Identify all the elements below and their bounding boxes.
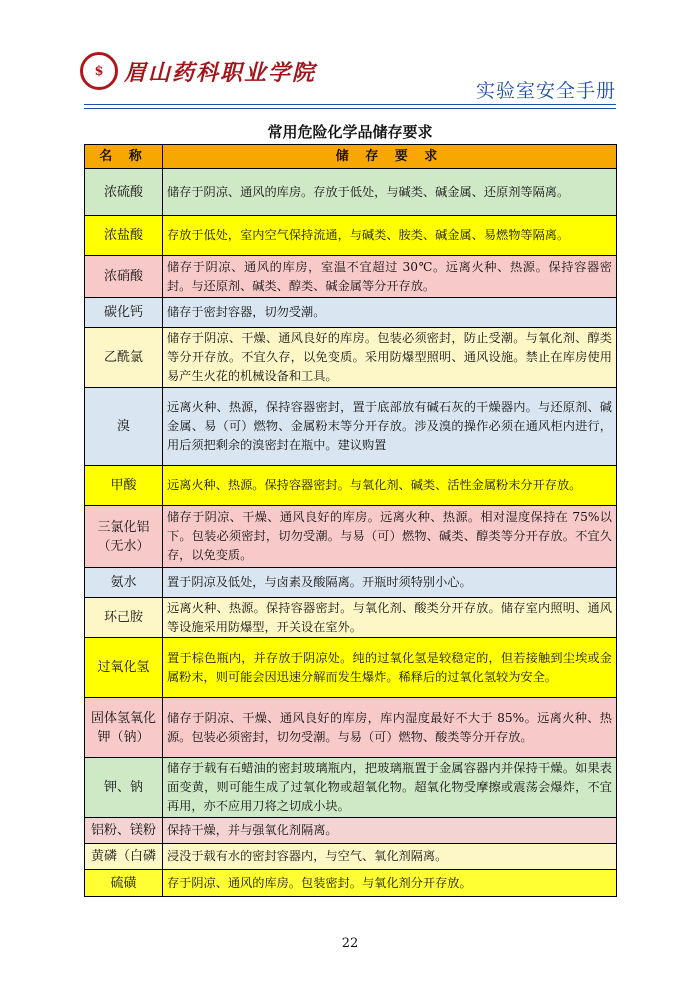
chemical-name: 环己胺 (85, 598, 163, 638)
storage-requirement: 储存于阴凉、通风的库房，室温不宜超过 30℃。远离火种、热源。保持容器密封。与还原剂、碱类、醇类、碱金属等分开存放。 (163, 256, 617, 298)
storage-requirement: 存于阴凉、通风的库房。包装密封。与氧化剂分开存放。 (163, 870, 617, 897)
table-row (85, 216, 617, 256)
chemical-name: 乙酰氯 (85, 328, 163, 388)
chemical-name: 溴 (85, 388, 163, 466)
table-row (85, 256, 617, 298)
chemical-name: 铝粉、镁粉 (85, 818, 163, 844)
storage-requirement: 远离火种、热源。保持容器密封。与氧化剂、碱类、活性金属粉末分开存放。 (163, 466, 617, 506)
storage-requirement: 储存于阴凉、通风的库房。存放于低处，与碱类、碱金属、还原剂等隔离。 (163, 169, 617, 216)
school-logo (80, 52, 316, 90)
chemical-name: 碳化钙 (85, 298, 163, 328)
storage-requirement: 置于棕色瓶内，并存放于阴凉处。纯的过氧化氢是较稳定的，但若接触到尘埃或金属粉末，则可能会因迅速分解而发生爆炸。稀释后的过氧化氢较为安全。 (163, 638, 617, 698)
storage-requirement: 储存于密封容器，切勿受潮。 (163, 298, 617, 328)
column-header-name: 名 称 (85, 145, 163, 169)
table-row (85, 758, 617, 818)
column-header-requirement: 储 存 要 求 (163, 145, 617, 169)
storage-requirement: 储存于阴凉、干燥、通风良好的库房，库内湿度最好不大于 85%。远离火种、热源。包装必须密封，切勿受潮。与易（可）燃物、酸类等分开存放。 (163, 698, 617, 758)
chemical-name: 浓盐酸 (85, 216, 163, 256)
table-header-row (85, 145, 617, 169)
table-row (85, 638, 617, 698)
storage-requirement: 远离火种、热源。保持容器密封。与氧化剂、酸类分开存放。储存室内照明、通风等设施采用防爆型，开关设在室外。 (163, 598, 617, 638)
chemical-name: 浓硫酸 (85, 169, 163, 216)
table-row (85, 169, 617, 216)
chemical-name: 固体氢氧化钾（钠） (85, 698, 163, 758)
table-row (85, 698, 617, 758)
table-row (85, 506, 617, 568)
table-row (85, 818, 617, 844)
header-divider-thin (84, 108, 616, 109)
chemical-name: 氨水 (85, 568, 163, 598)
storage-requirement: 浸没于载有水的密封容器内，与空气、氧化剂隔离。 (163, 844, 617, 870)
chemical-name: 甲酸 (85, 466, 163, 506)
storage-requirement: 存放于低处，室内空气保持流通，与碱类、胺类、碱金属、易燃物等隔离。 (163, 216, 617, 256)
table-row (85, 328, 617, 388)
chemical-name: 过氧化氢 (85, 638, 163, 698)
school-seal-icon: $ (80, 52, 118, 90)
storage-requirement: 储存于载有石蜡油的密封玻璃瓶内，把玻璃瓶置于金属容器内并保持干燥。如果表面变黄，则可能生成了过氧化物或超氧化物。超氧化物受摩擦或震荡会爆炸，不宜再用，亦不应用刀将之切成小块。 (163, 758, 617, 818)
storage-requirement: 远离火种、热源，保持容器密封，置于底部放有碱石灰的干燥器内。与还原剂、碱金属、易（可）燃物、金属粉末等分开存放。涉及溴的操作必须在通风柜内进行，用后须把剩余的溴密封在瓶中。建议购置 (163, 388, 617, 466)
table-row (85, 298, 617, 328)
page-header (0, 0, 700, 110)
table-row (85, 598, 617, 638)
school-name: 眉山药科职业学院 (124, 59, 317, 86)
table-row (85, 388, 617, 466)
storage-requirement: 保持干燥，并与强氧化剂隔离。 (163, 818, 617, 844)
storage-requirement: 储存于阴凉、干燥、通风良好的库房。包装必须密封，防止受潮。与氧化剂、醇类等分开存放。不宜久存，以免变质。采用防爆型照明、通风设施。禁止在库房使用易产生火花的机械设备和工具。 (163, 328, 617, 388)
table-row (85, 844, 617, 870)
manual-title: 实验室安全手册 (475, 80, 616, 102)
header-divider (84, 104, 616, 105)
storage-table (84, 144, 617, 897)
table-title: 常用危险化学品储存要求 (267, 123, 433, 141)
page-number: 22 (341, 936, 359, 951)
table-row (85, 466, 617, 506)
storage-requirement: 置于阴凉及低处，与卤素及酸隔离。开瓶时须特别小心。 (163, 568, 617, 598)
chemical-name: 黄磷（白磷 (85, 844, 163, 870)
chemical-name: 浓硝酸 (85, 256, 163, 298)
chemical-name: 三氯化铝（无水） (85, 506, 163, 568)
chemical-name: 钾、钠 (85, 758, 163, 818)
table-row (85, 568, 617, 598)
table-row (85, 870, 617, 897)
chemical-name: 硫磺 (85, 870, 163, 897)
storage-requirement: 储存于阴凉、干燥、通风良好的库房。远离火种、热源。相对湿度保持在 75%以下。包装必须密封，切勿受潮。与易（可）燃物、碱类、醇类等分开存放。不宜久存，以免变质。 (163, 506, 617, 568)
